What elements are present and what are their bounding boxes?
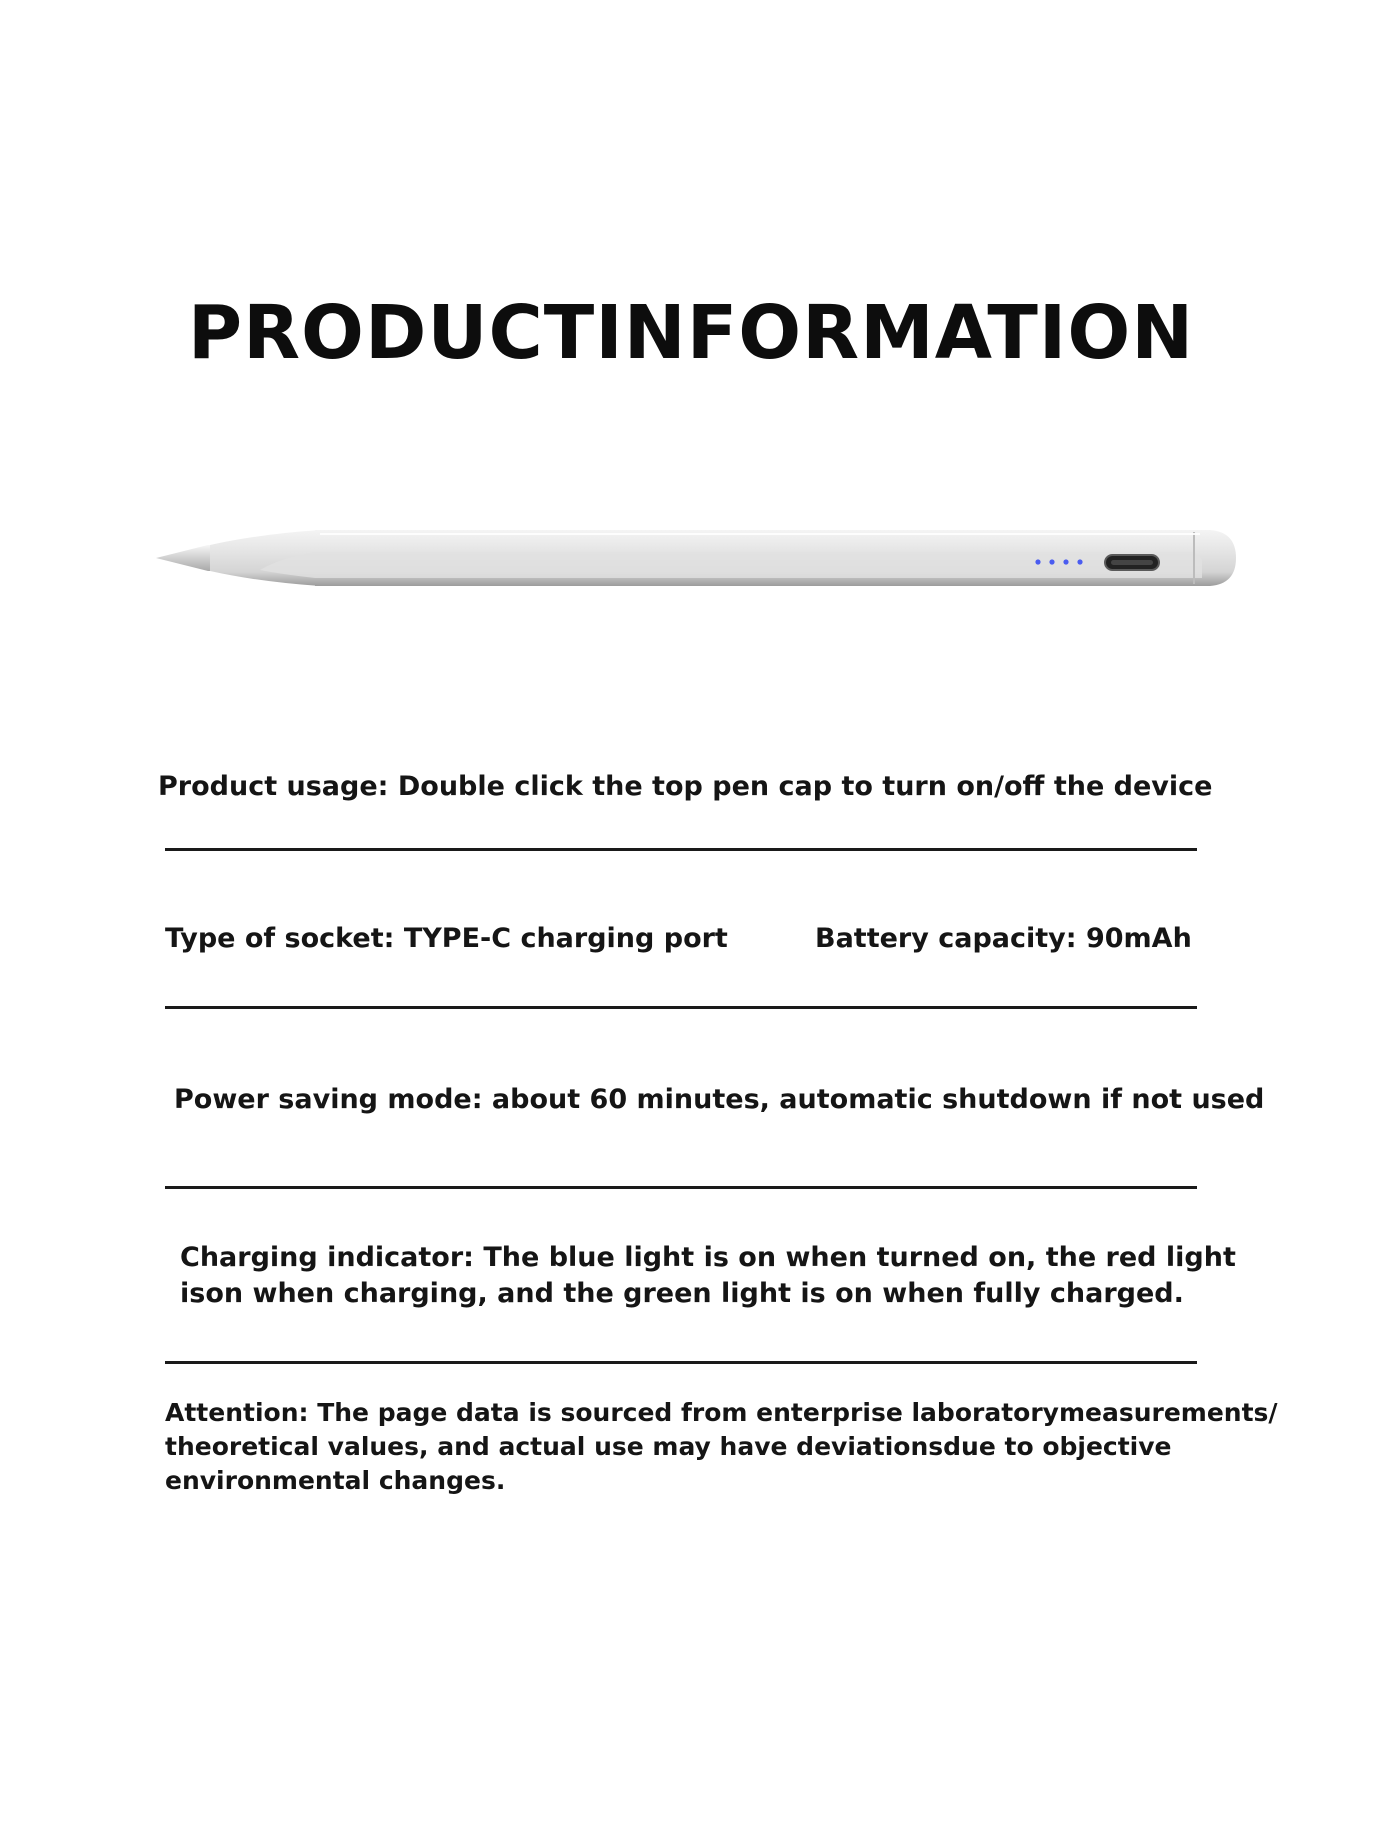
charging-indicator-line1: Charging indicator: The blue light is on when turned on, the red light bbox=[180, 1242, 1236, 1273]
attention-line3: environmental changes. bbox=[165, 1466, 506, 1495]
attention-note bbox=[165, 1396, 1278, 1498]
divider bbox=[165, 1361, 1197, 1364]
led-dot bbox=[1063, 559, 1068, 564]
divider bbox=[165, 1186, 1197, 1189]
power-saving-text: Power saving mode: about 60 minutes, automatic shutdown if not used bbox=[174, 1084, 1265, 1115]
pen-flat-side bbox=[260, 552, 1202, 578]
pen-tip bbox=[156, 545, 212, 571]
divider bbox=[165, 1006, 1197, 1009]
led-dot bbox=[1035, 559, 1040, 564]
led-dot bbox=[1049, 559, 1054, 564]
socket-type-text: Type of socket: TYPE-C charging port bbox=[165, 923, 728, 954]
attention-line1: Attention: The page data is sourced from enterprise laboratorymeasurements/ bbox=[165, 1398, 1278, 1427]
battery-capacity-text: Battery capacity: 90mAh bbox=[815, 923, 1192, 954]
product-usage-text: Product usage: Double click the top pen cap to turn on/off the device bbox=[158, 771, 1213, 802]
charging-indicator-line2: ison when charging, and the green light is on when fully charged. bbox=[180, 1278, 1184, 1309]
page-title: PRODUCTINFORMATION bbox=[187, 290, 1195, 376]
stylus-pen-image bbox=[150, 518, 1240, 598]
attention-line2: theoretical values, and actual use may have deviationsdue to objective bbox=[165, 1432, 1172, 1461]
divider bbox=[165, 848, 1197, 851]
led-dot bbox=[1077, 559, 1082, 564]
